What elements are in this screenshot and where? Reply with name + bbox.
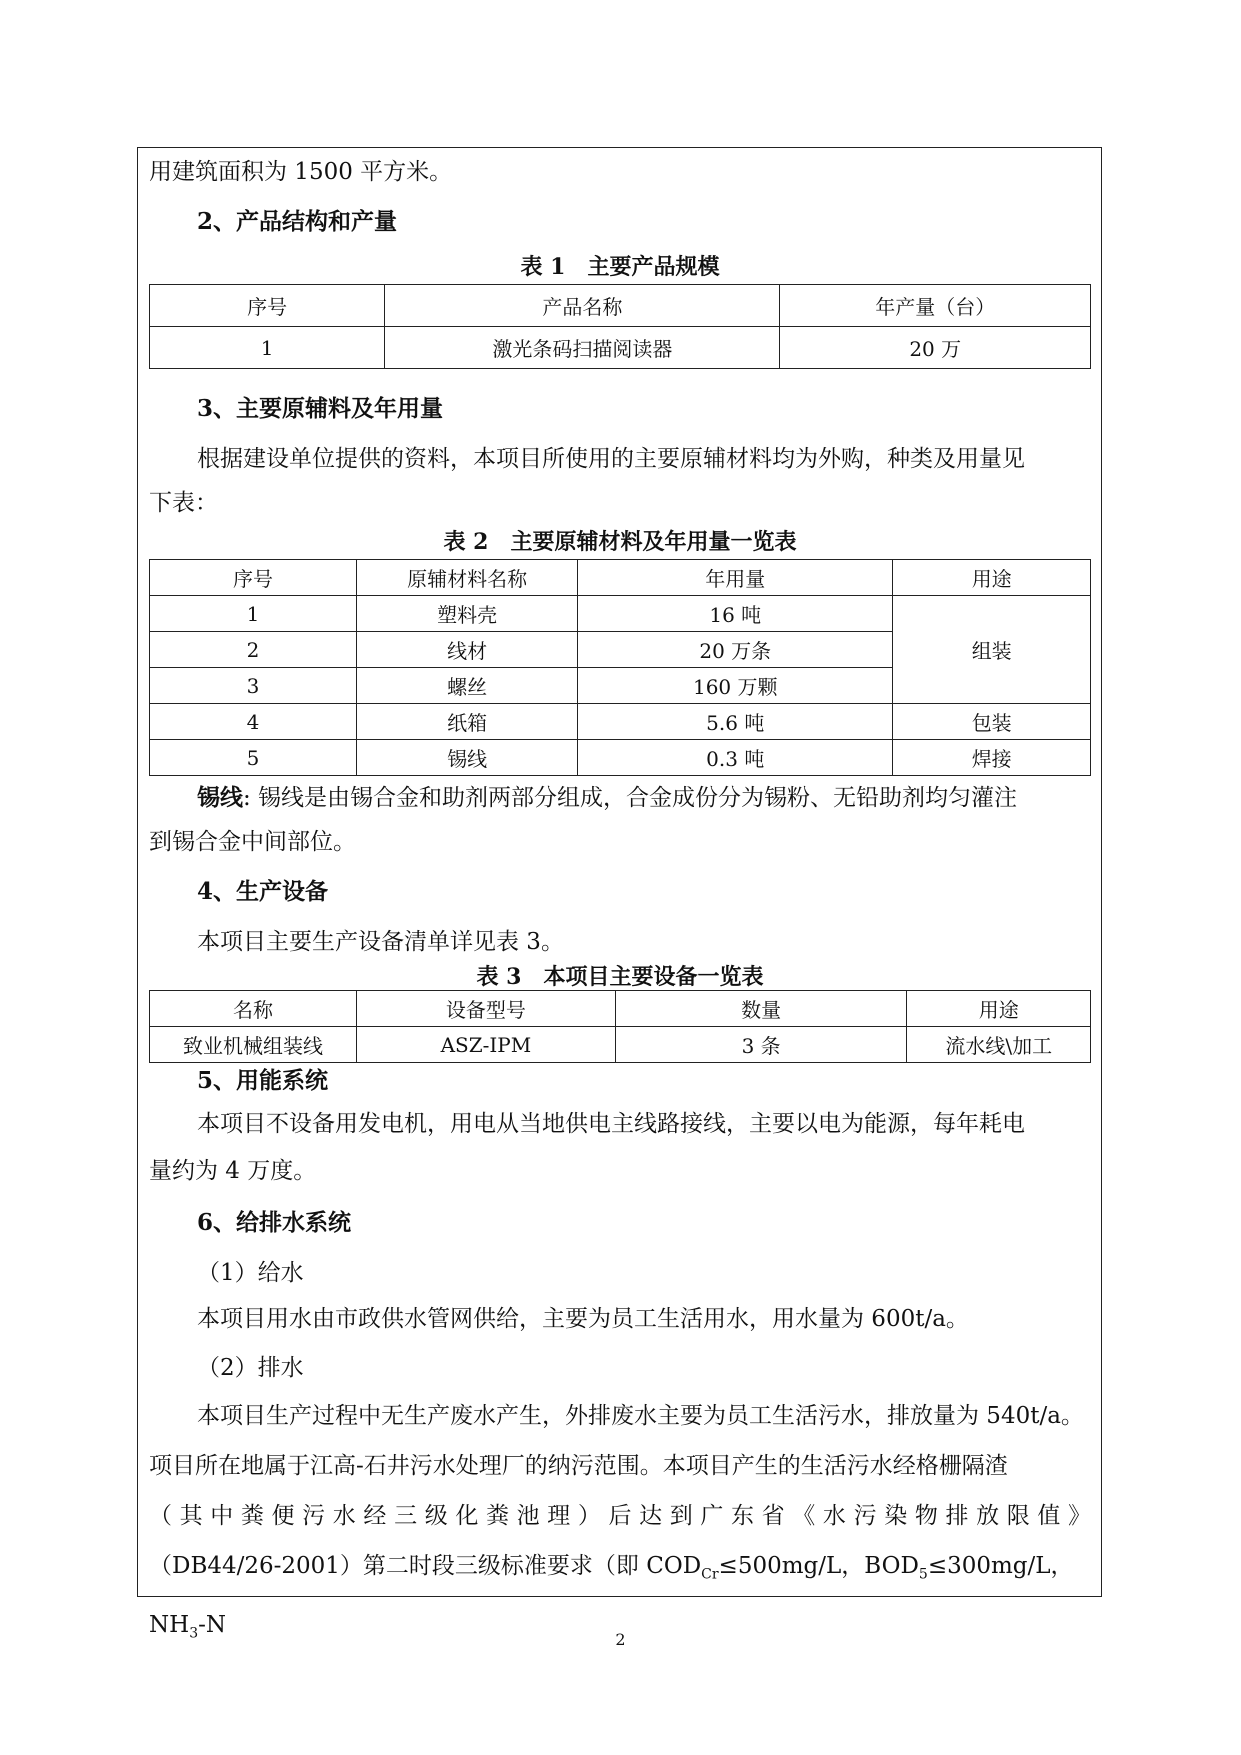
section-heading: 4、生产设备 [197, 878, 329, 905]
product-table [149, 284, 1091, 369]
table-cell: 塑料壳 [357, 596, 578, 632]
section-heading: 6、给排水系统 [197, 1209, 352, 1236]
table-cell: 螺丝 [357, 668, 578, 704]
table-header-cell: 用途 [893, 560, 1091, 596]
table-cell: 160 万颗 [578, 668, 893, 704]
paragraph: 到锡合金中间部位。 [149, 829, 356, 855]
table-cell: 致业机械组装线 [150, 1027, 357, 1063]
paragraph: 本项目生产过程中无生产废水产生，外排废水主要为员工生活污水，排放量为 540t/a。 [197, 1403, 1084, 1429]
paragraph: 根据建设单位提供的资料，本项目所使用的主要原辅材料均为外购，种类及用量见 [197, 446, 1025, 472]
table-cell: 1 [150, 596, 357, 632]
text-run: ≤300mg/L，NH [149, 1553, 1074, 1638]
table-header-cell: 设备型号 [357, 991, 616, 1027]
subscript: 3 [189, 1625, 199, 1642]
table-cell: 0.3 吨 [578, 740, 893, 776]
table-header-cell: 数量 [615, 991, 907, 1027]
subscript: 5 [918, 1566, 928, 1583]
term-label: 锡线 [197, 784, 243, 811]
table-cell-merged: 组装 [893, 596, 1091, 704]
table-cell: 5 [150, 740, 357, 776]
table-cell: 3 条 [615, 1027, 907, 1063]
table-cell: 16 吨 [578, 596, 893, 632]
table-cell: 纸箱 [357, 704, 578, 740]
paragraph [149, 776, 1091, 820]
table-row [150, 740, 1091, 776]
text-run: -N [198, 1611, 227, 1638]
table-cell: 激光条码扫描阅读器 [385, 327, 780, 369]
table-header-cell: 名称 [150, 991, 357, 1027]
table-header-cell: 序号 [150, 285, 385, 327]
table-caption: 表 3 本项目主要设备一览表 [476, 964, 764, 990]
table-header-row [150, 991, 1091, 1027]
materials-table [149, 559, 1091, 776]
table-cell: 5.6 吨 [578, 704, 893, 740]
table-header-row [150, 285, 1091, 327]
table-header-cell: 产品名称 [385, 285, 780, 327]
paragraph: 下表： [149, 490, 218, 516]
document-body [149, 150, 1091, 1658]
table-cell: 流水线\加工 [907, 1027, 1091, 1063]
section-heading: 3、主要原辅料及年用量 [197, 395, 444, 422]
table-cell: 3 [150, 668, 357, 704]
paragraph: 项目所在地属于江高-石井污水处理厂的纳污范围。本项目产生的生活污水经格栅隔渣 [149, 1453, 1008, 1479]
paragraph: 本项目不设备用发电机，用电从当地供电主线路接线，主要以电为能源，每年耗电 [197, 1111, 1025, 1137]
table-cell: 20 万条 [578, 632, 893, 668]
table-caption: 表 2 主要原辅材料及年用量一览表 [443, 529, 797, 555]
subscript: Cr [701, 1566, 719, 1583]
table-header-row [150, 560, 1091, 596]
term-definition: : 锡线是由锡合金和助剂两部分组成，合金成份分为锡粉、无铅助剂均匀灌注 [243, 785, 1018, 811]
table-caption: 表 1 主要产品规模 [520, 254, 720, 280]
paragraph: 量约为 4 万度。 [149, 1158, 317, 1184]
table-cell: 2 [150, 632, 357, 668]
section-heading: 2、产品结构和产量 [197, 208, 398, 235]
table-cell: 4 [150, 704, 357, 740]
table-row [150, 327, 1091, 369]
paragraph: 本项目主要生产设备清单详见表 3。 [197, 929, 564, 955]
table-cell: 20 万 [780, 327, 1091, 369]
table-header-cell: 用途 [907, 991, 1091, 1027]
table-cell: 线材 [357, 632, 578, 668]
table-header-cell: 年用量 [578, 560, 893, 596]
table-header-cell: 序号 [150, 560, 357, 596]
table-cell: 锡线 [357, 740, 578, 776]
table-header-cell: 年产量（台） [780, 285, 1091, 327]
table-cell: 焊接 [893, 740, 1091, 776]
table-header-cell: 原辅材料名称 [357, 560, 578, 596]
table-row [150, 596, 1091, 632]
paragraph: （1）给水 [197, 1260, 304, 1286]
page-number: 2 [615, 1630, 626, 1649]
paragraph: 用建筑面积为 1500 平方米。 [149, 159, 453, 185]
table-cell: 1 [150, 327, 385, 369]
table-cell: ASZ-IPM [357, 1027, 616, 1063]
text-run: （DB44/26-2001）第二时段三级标准要求（即 COD [149, 1553, 702, 1579]
table-row [150, 704, 1091, 740]
table-row [150, 1027, 1091, 1063]
paragraph: （其中粪便污水经三级化粪池理）后达到广东省《水污染物排放限值》 [149, 1503, 1091, 1529]
equipment-table [149, 990, 1091, 1063]
section-heading: 5、用能系统 [197, 1067, 329, 1094]
paragraph: 本项目用水由市政供水管网供给，主要为员工生活用水，用水量为 600t/a。 [197, 1306, 969, 1332]
text-run: ≤500mg/L，BOD [718, 1553, 919, 1579]
table-cell: 包装 [893, 704, 1091, 740]
paragraph: （2）排水 [197, 1355, 304, 1381]
